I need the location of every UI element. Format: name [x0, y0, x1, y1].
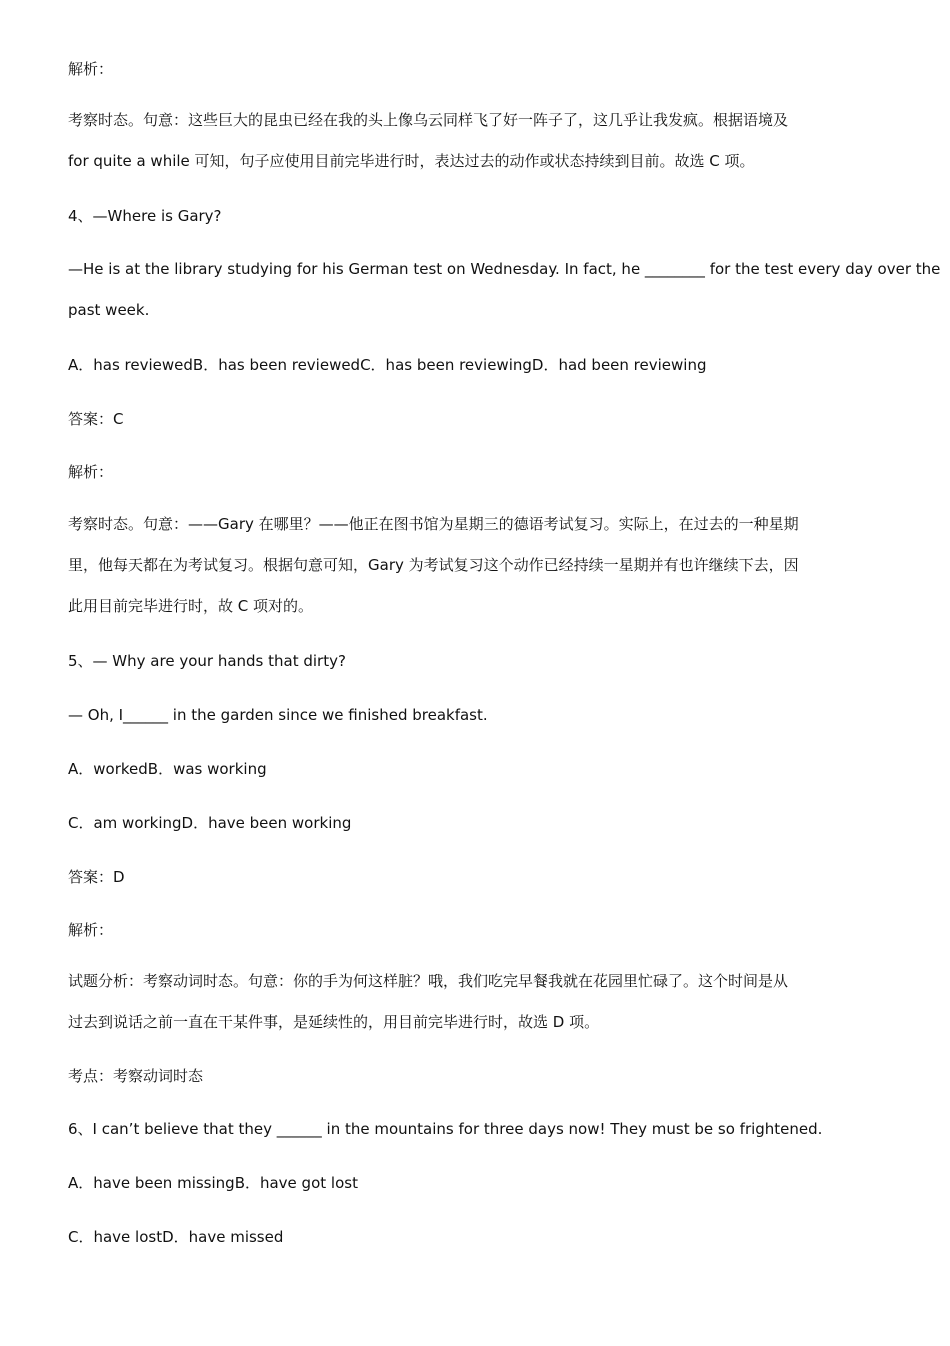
question-4-dialogue — [68, 249, 941, 331]
paragraph-line: 此用目前完毕进行时，故 C 项对的。 — [68, 597, 314, 615]
analysis-label: 解析： — [68, 60, 114, 78]
test-point-label: 考点：考察动词时态 — [68, 1067, 204, 1085]
paragraph-line: —He is at the library studying for his German test on Wednesday. In fact, he ________ for the test every day over the — [68, 260, 941, 278]
analysis-label: 解析： — [68, 921, 114, 939]
question-5-stem: 5、— Why are your hands that dirty? — [68, 652, 346, 670]
question-6-options-cd: C．have lostD．have missed — [68, 1228, 284, 1246]
analysis-paragraph — [68, 100, 883, 182]
question-4-options: A．has reviewedB．has been reviewedC．has been reviewingD．had been reviewing — [68, 356, 707, 374]
paragraph-line: 考察时态。句意：——Gary 在哪里？——他正在图书馆为星期三的德语考试复习。实际上，在过去的一种星期 — [68, 515, 799, 533]
paragraph-line: past week. — [68, 301, 150, 319]
answer-label: 答案：D — [68, 868, 125, 886]
analysis-label: 解析： — [68, 463, 114, 481]
question-6-options-ab: A．have been missingB．have got lost — [68, 1174, 358, 1192]
question-6-stem: 6、I can’t believe that they ______ in the mountains for three days now! They must be so frightened. — [68, 1120, 823, 1138]
question-5-options-ab: A．workedB．was working — [68, 760, 267, 778]
paragraph-line: for quite a while 可知，句子应使用目前完毕进行时，表达过去的动作或状态持续到目前。故选 C 项。 — [68, 152, 755, 170]
paragraph-line: 里，他每天都在为考试复习。根据句意可知，Gary 为考试复习这个动作已经持续一星期并有也许继续下去，因 — [68, 556, 799, 574]
question-5-options-cd: C．am workingD．have been working — [68, 814, 352, 832]
question-5-dialogue: — Oh, I______ in the garden since we finished breakfast. — [68, 706, 488, 724]
paragraph-line: 过去到说话之前一直在干某件事，是延续性的，用目前完毕进行时，故选 D 项。 — [68, 1013, 600, 1031]
analysis-paragraph — [68, 961, 883, 1043]
question-4-stem: 4、—Where is Gary? — [68, 207, 222, 225]
analysis-paragraph — [68, 504, 883, 627]
paragraph-line: 试题分析：考察动词时态。句意：你的手为何这样脏？哦，我们吃完早餐我就在花园里忙碌了。这个时间是从 — [68, 972, 789, 990]
answer-label: 答案：C — [68, 410, 124, 428]
paragraph-line: 考察时态。句意：这些巨大的昆虫已经在我的头上像乌云同样飞了好一阵子了，这几乎让我发疯。根据语境及 — [68, 111, 789, 129]
